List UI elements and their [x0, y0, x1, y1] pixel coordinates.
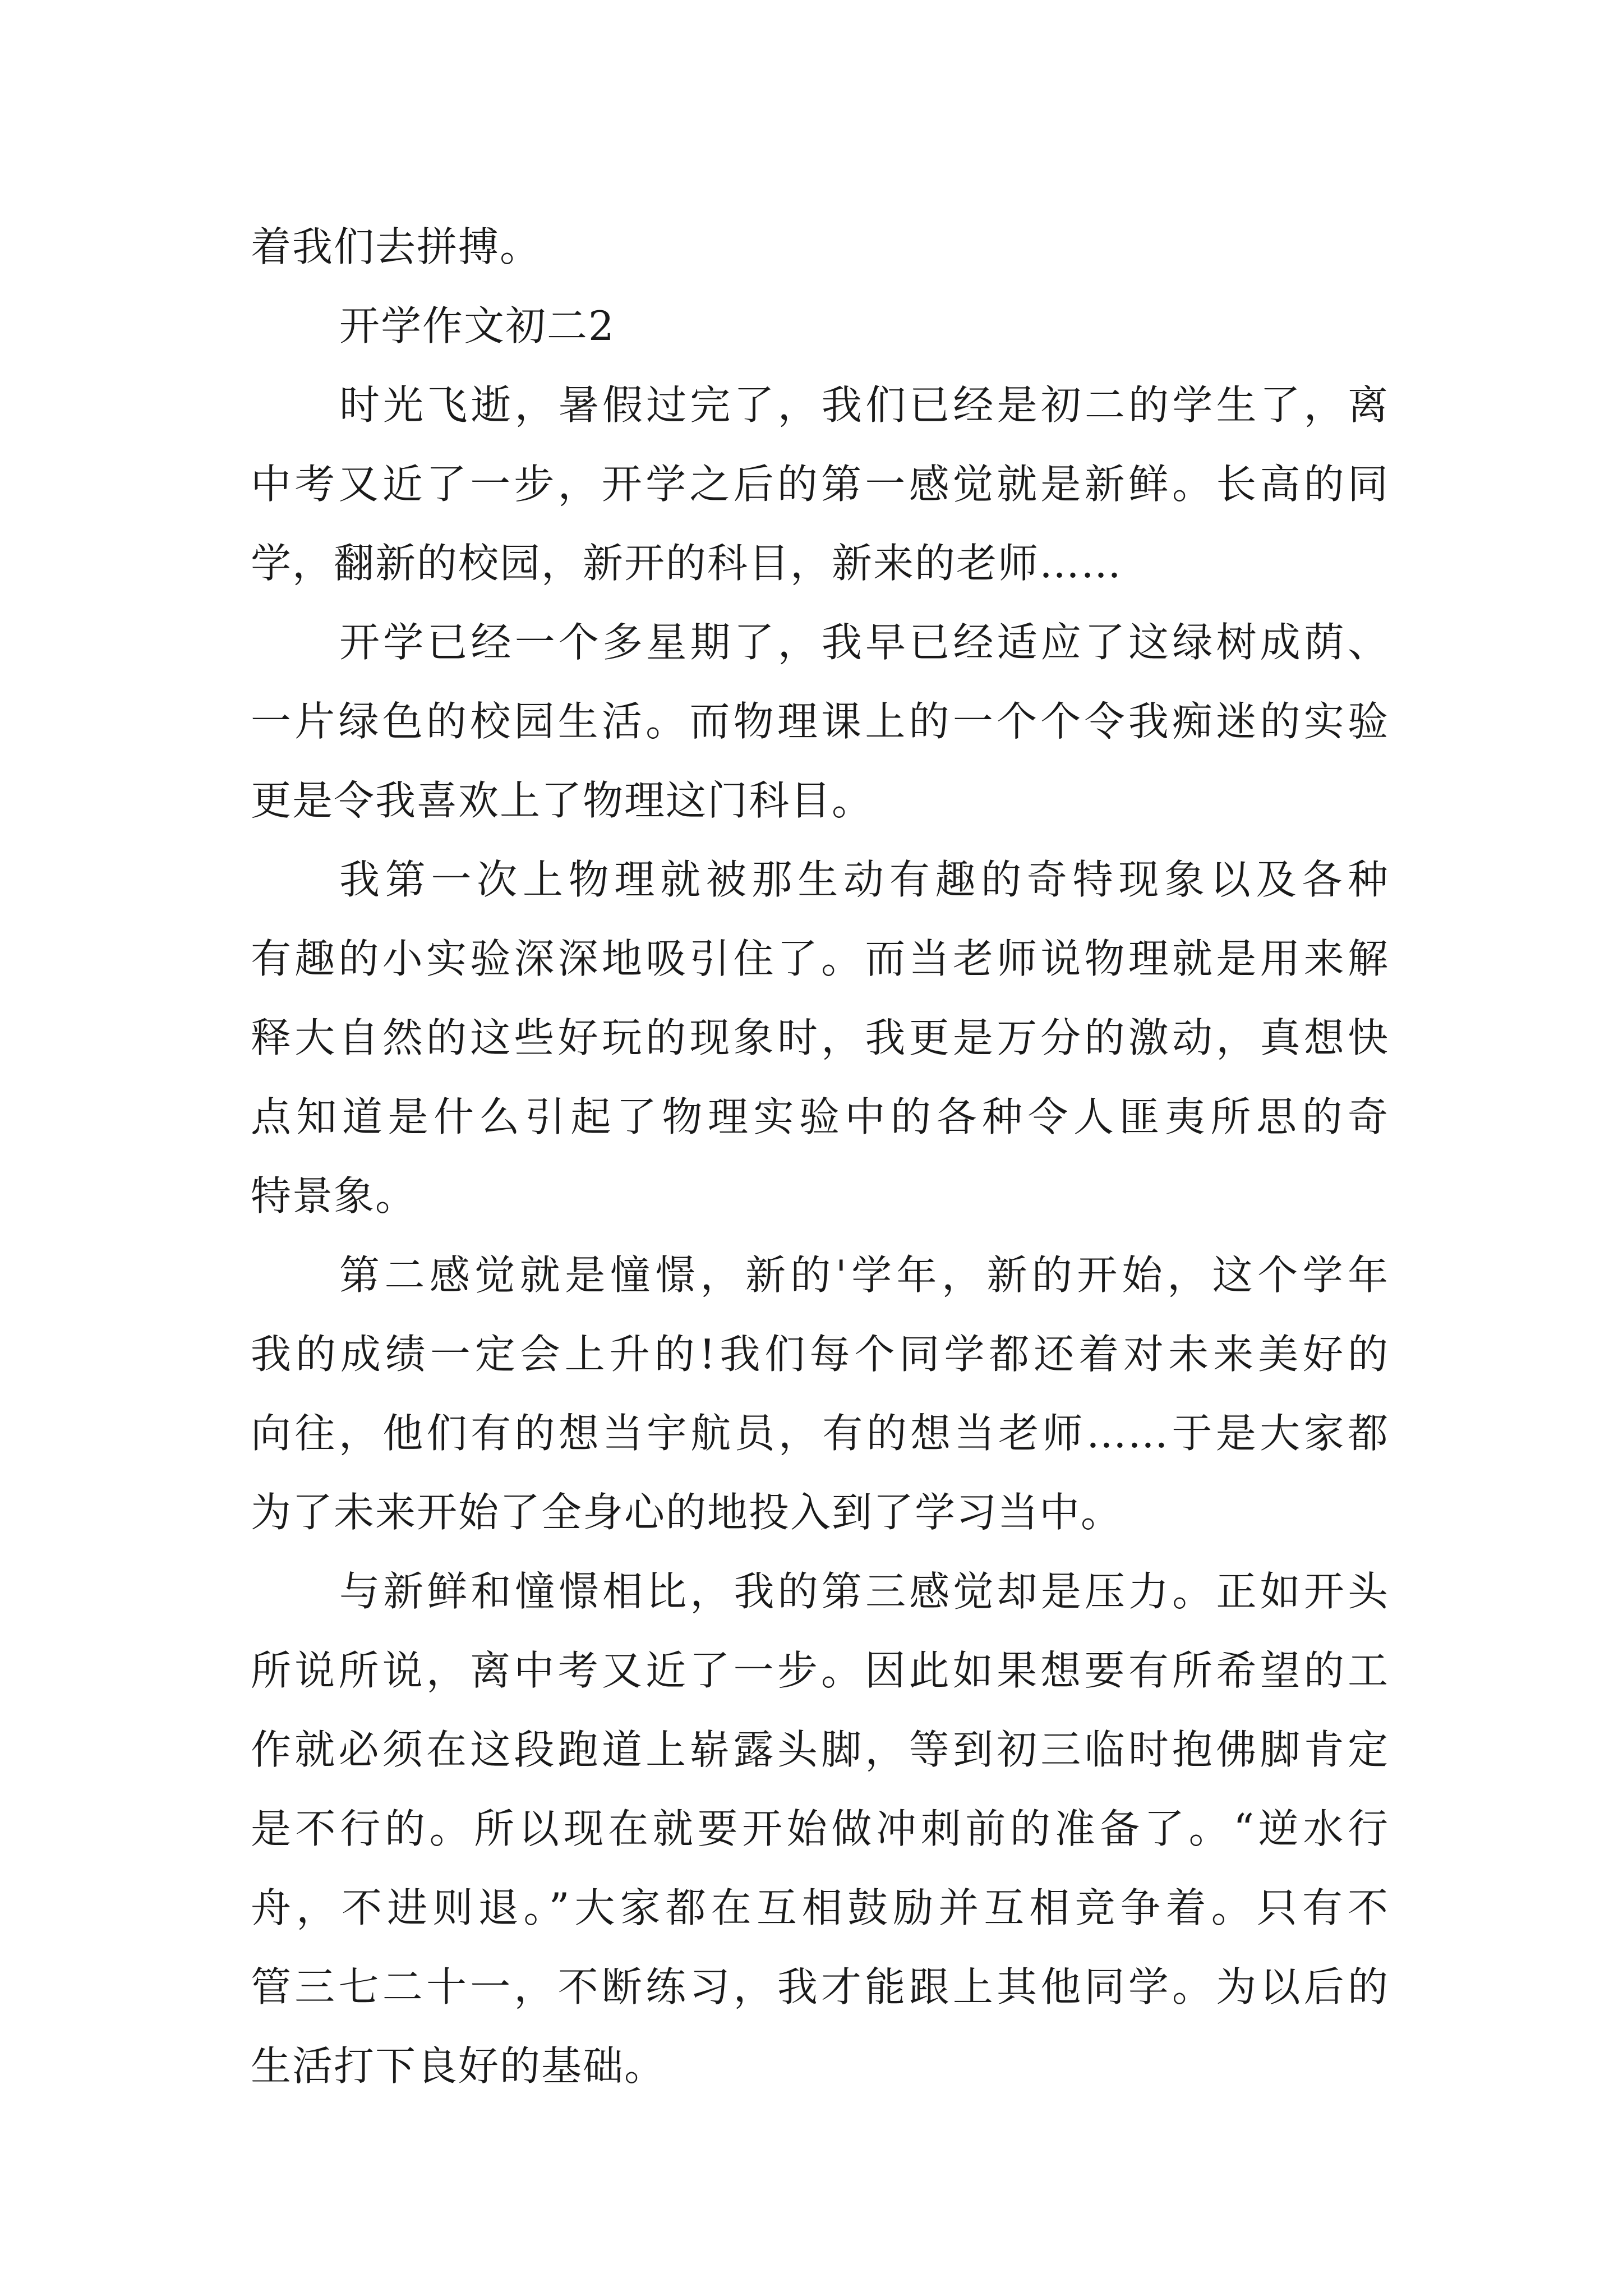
paragraph-line: 有趣的小实验深深地吸引住了。而当老师说物理就是用来解 — [251, 935, 1389, 982]
paragraph-line: 舟，不进则退。”大家都在互相鼓励并互相竞争着。只有不 — [251, 1884, 1389, 1931]
paragraph-line: 时光飞逝，暑假过完了，我们已经是初二的学生了，离 — [339, 381, 1389, 429]
document-page — [251, 208, 1389, 2106]
text-line: 着我们去拼搏。 — [251, 223, 542, 270]
paragraph-line: 我的成绩一定会上升的!我们每个同学都还着对未来美好的 — [251, 1331, 1389, 1378]
paragraph-line: 学，翻新的校园，新开的科目，新来的老师…… — [251, 540, 1123, 587]
paragraph-line: 生活打下良好的基础。 — [251, 2042, 666, 2090]
paragraph-line: 是不行的。所以现在就要开始做冲刺前的准备了。“逆水行 — [251, 1805, 1389, 1852]
paragraph-line: 特景象。 — [251, 1172, 417, 1220]
paragraph-line: 一片绿色的校园生活。而物理课上的一个个令我痴迷的实验 — [251, 698, 1389, 745]
paragraph-line: 所说所说，离中考又近了一步。因此如果想要有所希望的工 — [251, 1647, 1389, 1694]
paragraph-line: 第二感觉就是憧憬，新的'学年，新的开始，这个学年 — [339, 1251, 1389, 1299]
paragraph-line: 开学已经一个多星期了，我早已经适应了这绿树成荫、 — [339, 619, 1389, 666]
paragraph-line: 我第一次上物理就被那生动有趣的奇特现象以及各种 — [339, 856, 1389, 903]
paragraph-line: 与新鲜和憧憬相比，我的第三感觉却是压力。正如开头 — [339, 1568, 1389, 1615]
paragraph-line: 为了未来开始了全身心的地投入到了学习当中。 — [251, 1489, 1123, 1536]
paragraph-line: 中考又近了一步，开学之后的第一感觉就是新鲜。长高的同 — [251, 461, 1389, 508]
paragraph-line: 作就必须在这段跑道上崭露头脚，等到初三临时抱佛脚肯定 — [251, 1726, 1389, 1773]
paragraph-line: 管三七二十一，不断练习，我才能跟上其他同学。为以后的 — [251, 1963, 1389, 2010]
paragraph-line: 更是令我喜欢上了物理这门科目。 — [251, 777, 874, 824]
paragraph-line: 向往，他们有的想当宇航员，有的想当老师……于是大家都 — [251, 1410, 1389, 1457]
paragraph-line: 释大自然的这些好玩的现象时，我更是万分的激动，真想快 — [251, 1014, 1389, 1061]
section-heading: 开学作文初二2 — [339, 302, 615, 349]
paragraph-line: 点知道是什么引起了物理实验中的各种令人匪夷所思的奇 — [251, 1093, 1389, 1140]
